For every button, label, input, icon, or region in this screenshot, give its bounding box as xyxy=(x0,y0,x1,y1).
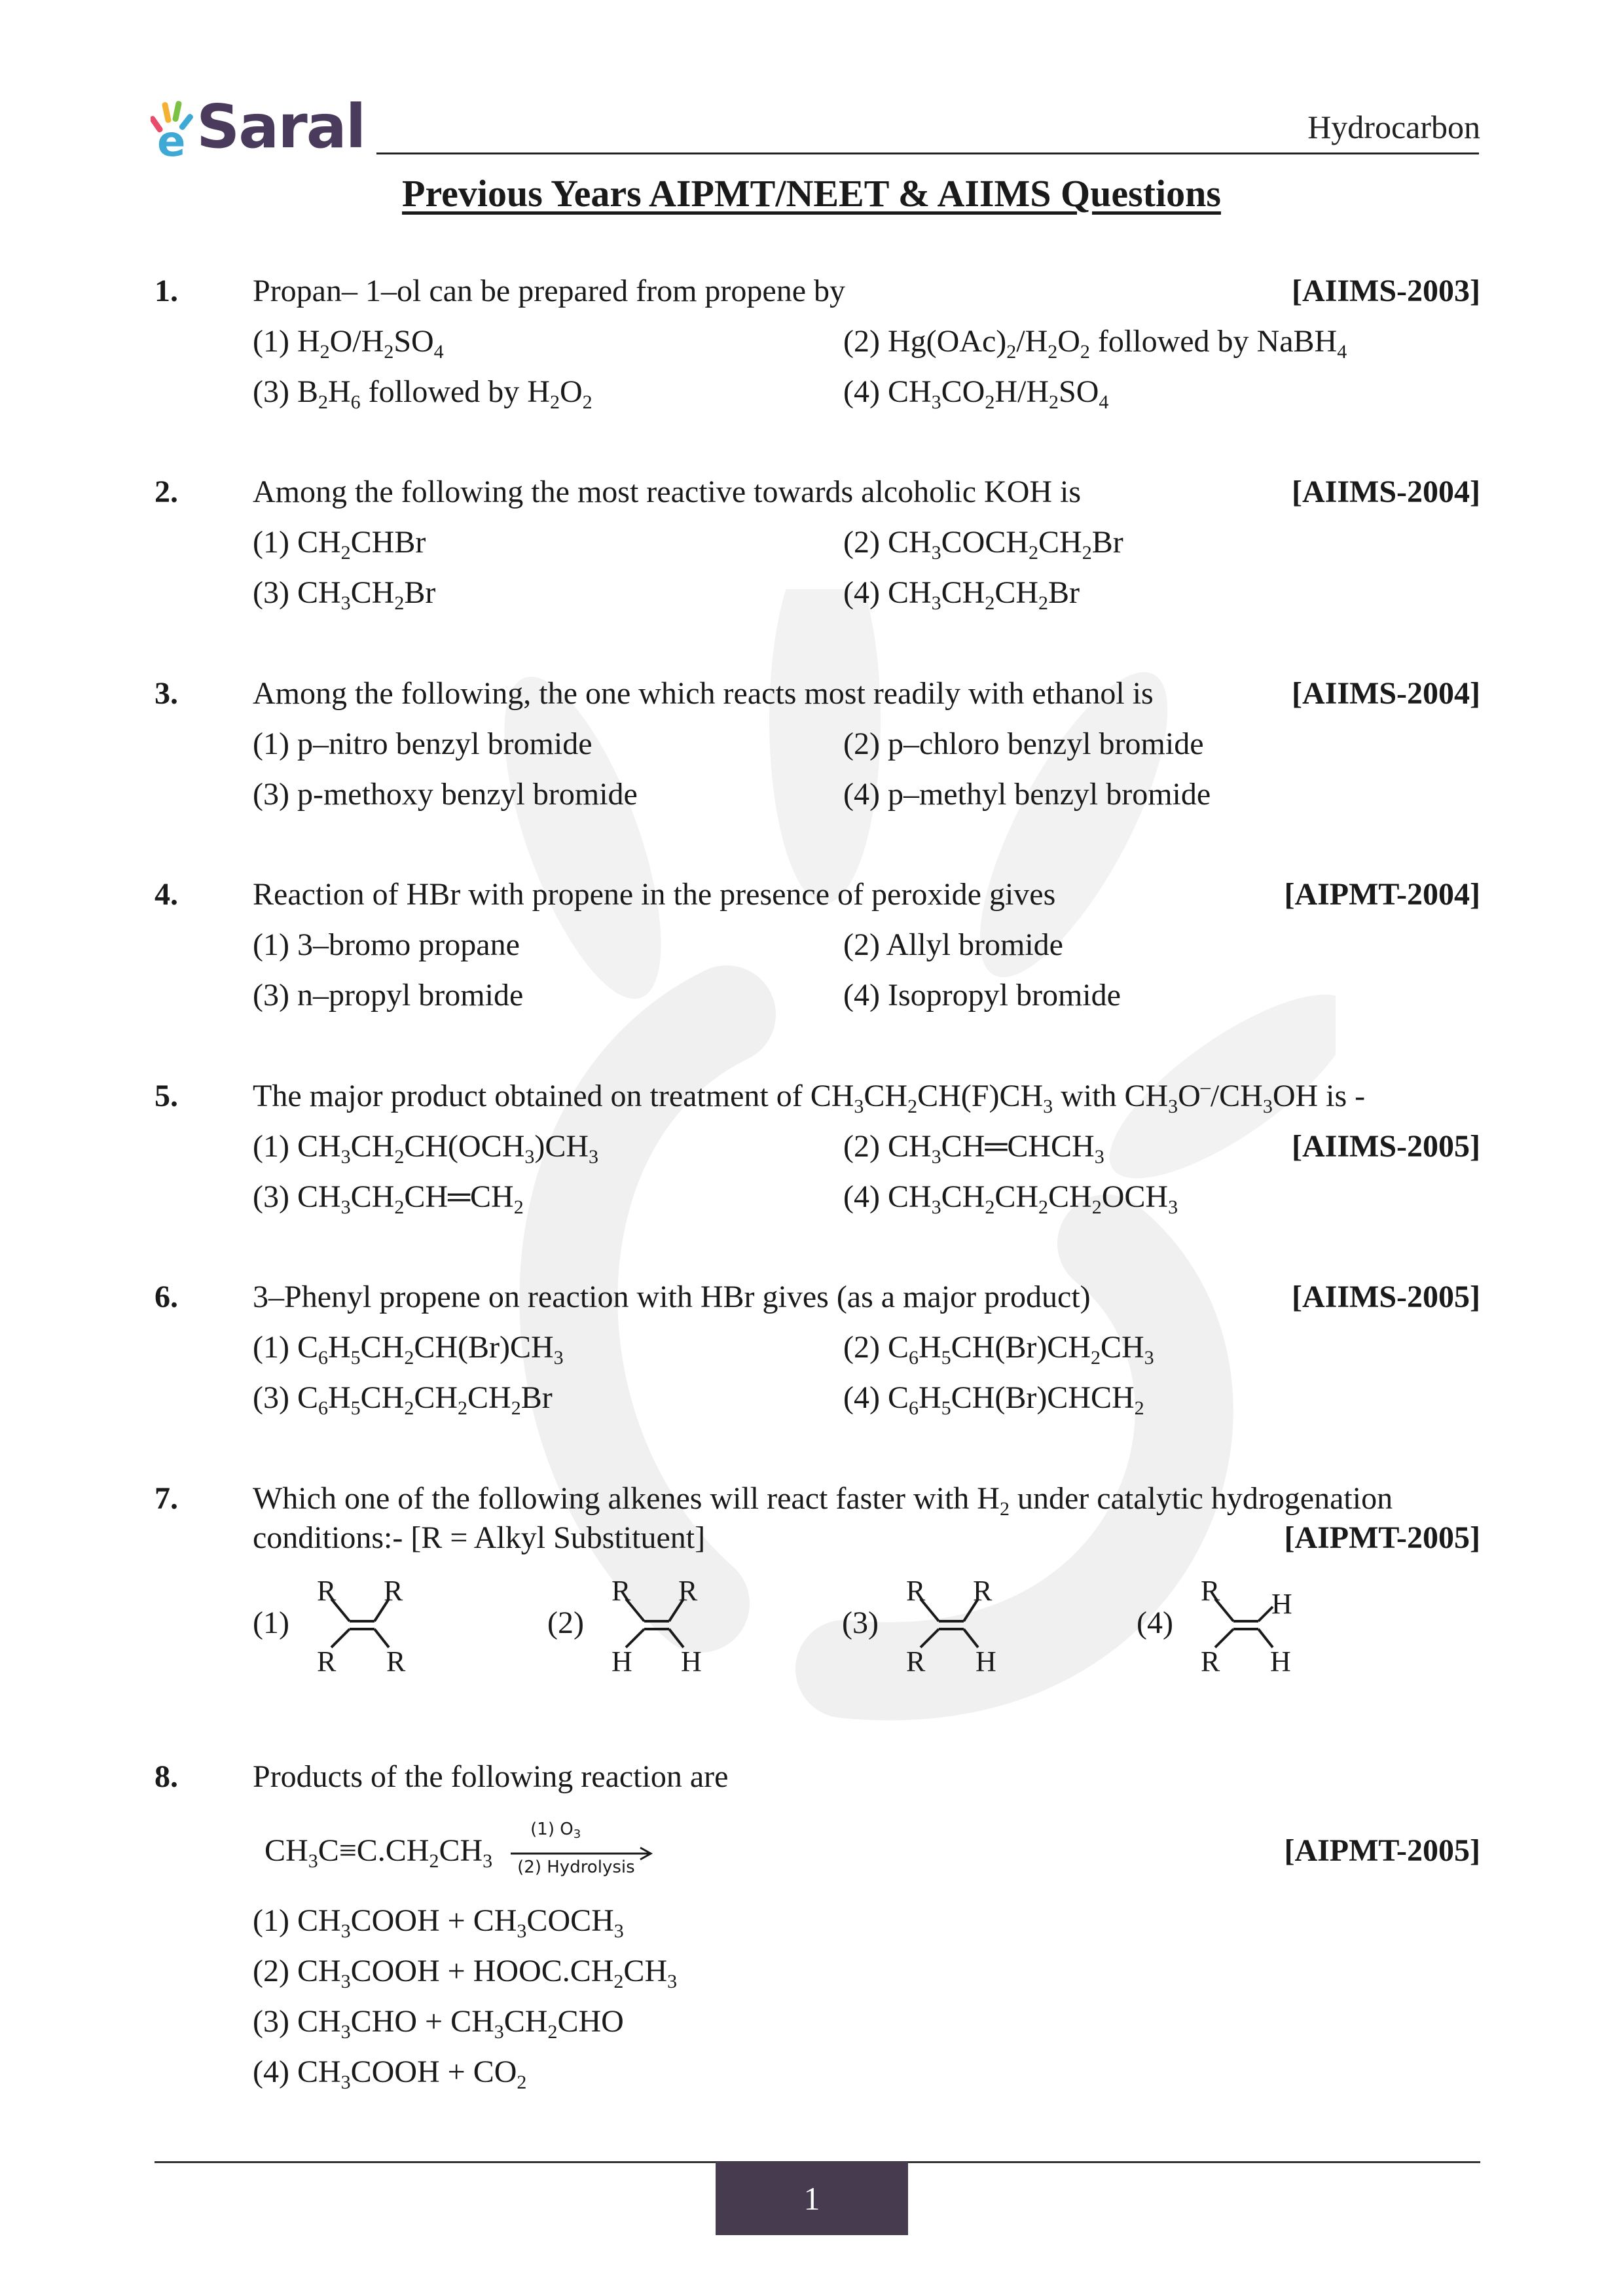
question-text: Among the following the most reactive towards alcoholic KOH is xyxy=(253,475,1082,509)
svg-text:R: R xyxy=(317,1645,337,1677)
question-number: 7. xyxy=(155,1481,178,1516)
logo-wordmark: Saral xyxy=(196,92,365,162)
question-text: 3–Phenyl propene on reaction with HBr gives (as a major product) xyxy=(253,1280,1091,1314)
option-2[interactable]: (2) $Hg(OAc)_2/H_2O_2$ followed by NaBH$_4$ xyxy=(843,324,1347,363)
option-4[interactable]: (4) $CH_3CO_2H/H_2SO_4$ xyxy=(843,374,1109,413)
option-4[interactable] xyxy=(1137,1574,1346,1679)
reaction-arrow: (1) $O_3$ (2) Hydrolysis xyxy=(511,1834,655,1873)
option-2[interactable]: (2) $CH_3COOH$ + $HOOC.CH_2CH_3$ xyxy=(253,1954,678,1992)
option-3[interactable]: (3) $CH_3CHO + CH_3CH_2CHO$ xyxy=(253,2004,624,2043)
svg-text:R: R xyxy=(1201,1645,1220,1677)
option-4[interactable]: (4) $CH_3COOH + CO_2$ xyxy=(253,2054,527,2093)
reagent-ozone: (1) O xyxy=(530,1819,574,1839)
alkene-structure xyxy=(1182,1574,1340,1679)
option-4[interactable]: (4) Isopropyl bromide xyxy=(843,978,1121,1013)
header-divider xyxy=(376,152,1479,154)
option-4[interactable]: (4) $CH_3CH_2CH_2CH_2OCH_3$ xyxy=(843,1179,1178,1218)
option-3[interactable]: (3) p-methoxy benzyl bromide xyxy=(253,777,638,812)
option-3[interactable]: (3) $C_6H_5CH_2CH_2CH_2Br$ xyxy=(253,1380,553,1419)
exam-tag: [AIIMS-2004] xyxy=(1292,676,1480,711)
option-1[interactable]: (1) $CH_2CHBr$ xyxy=(253,525,426,564)
option-1[interactable]: (1) $H_2O/H_2SO_4$ xyxy=(253,324,444,363)
alkene-structure xyxy=(888,1574,1045,1679)
option-2[interactable]: (2) $CH_3COCH_2CH_2Br$ xyxy=(843,525,1123,564)
option-4[interactable]: (4) p–methyl benzyl bromide xyxy=(843,777,1211,812)
option-label: (2) xyxy=(547,1605,584,1640)
exam-tag: [AIIMS-2005] xyxy=(1292,1129,1480,1164)
option-3[interactable]: (3) n–propyl bromide xyxy=(253,978,524,1013)
question-2 xyxy=(155,473,1480,614)
option-1[interactable]: (1) $C_6H_5CH_2CH(Br)CH_3$ xyxy=(253,1330,564,1369)
svg-text:H: H xyxy=(611,1645,632,1677)
question-8 xyxy=(155,1757,1480,2098)
svg-text:R: R xyxy=(611,1575,631,1607)
reactant: $CH_3C\equiv C.CH_2CH_3$ xyxy=(264,1833,493,1872)
question-text: The major product obtained on treatment of $CH_3CH_2CH(F)CH_3$ with $CH_3O^-/CH_3OH$ is - xyxy=(253,1076,1366,1117)
option-4[interactable]: (4) $C_6H_5CH(Br)CHCH_2$ xyxy=(843,1380,1144,1419)
svg-text:R: R xyxy=(317,1575,337,1607)
question-text-line2: conditions:- [R = Alkyl Substituent] xyxy=(253,1520,706,1555)
option-4[interactable]: (4) $CH_3CH_2CH_2Br$ xyxy=(843,575,1080,614)
option-3[interactable]: (3) $CH_3CH_2Br$ xyxy=(253,575,436,614)
option-label: (1) xyxy=(253,1605,289,1640)
question-3 xyxy=(155,674,1480,812)
option-label: (3) xyxy=(842,1605,879,1640)
question-number: 1. xyxy=(155,274,178,308)
svg-text:R: R xyxy=(386,1645,406,1677)
option-3[interactable]: (3) $CH_3CH_2CH═CH_2$ xyxy=(253,1179,524,1218)
question-number: 5. xyxy=(155,1079,178,1113)
question-6 xyxy=(155,1278,1480,1419)
svg-text:R: R xyxy=(906,1575,926,1607)
option-2[interactable] xyxy=(547,1574,757,1679)
option-1[interactable] xyxy=(253,1574,462,1679)
exam-tag: [AIIMS-2004] xyxy=(1292,475,1480,509)
svg-text:R: R xyxy=(906,1645,926,1677)
question-text: Which one of the following alkenes will react faster with $H_2$ under catalytic hydrogenation xyxy=(253,1481,1393,1520)
logo-e-letter: e xyxy=(157,118,186,157)
svg-text:H: H xyxy=(681,1645,702,1677)
question-4 xyxy=(155,875,1480,1013)
svg-text:H: H xyxy=(1270,1645,1291,1677)
question-number: 2. xyxy=(155,475,178,509)
question-1 xyxy=(155,272,1480,413)
question-text: Products of the following reaction are xyxy=(253,1759,729,1794)
alkene-structure xyxy=(593,1574,750,1679)
question-7 xyxy=(155,1479,1480,1715)
reaction-equation xyxy=(264,1819,655,1877)
option-2[interactable]: (2) $C_6H_5CH(Br)CH_2CH_3$ xyxy=(843,1330,1154,1369)
reagent-hydrolysis: (2) Hydrolysis xyxy=(517,1857,635,1877)
option-2[interactable]: (2) $CH_3CH═CHCH_3$ xyxy=(843,1129,1104,1168)
option-3[interactable] xyxy=(842,1574,1051,1679)
svg-text:H: H xyxy=(976,1645,996,1677)
alkene-structure xyxy=(299,1574,456,1679)
option-1[interactable]: (1) 3–bromo propane xyxy=(253,927,520,962)
question-number: 3. xyxy=(155,676,178,711)
page-title: Previous Years AIPMT/NEET & AIIMS Questions xyxy=(402,172,1221,215)
option-1[interactable]: (1) $CH_3CH_2CH(OCH_3)CH_3$ xyxy=(253,1129,599,1168)
exam-tag: [AIPMT-2005] xyxy=(1284,1833,1480,1868)
question-text: Among the following, the one which reacts most readily with ethanol is xyxy=(253,676,1154,711)
question-number: 4. xyxy=(155,877,178,912)
svg-text:R: R xyxy=(678,1575,698,1607)
exam-tag: [AIIMS-2005] xyxy=(1292,1280,1480,1314)
hand-logo-icon xyxy=(151,98,196,157)
exam-tag: [AIIMS-2003] xyxy=(1292,274,1480,308)
exam-tag: [AIPMT-2005] xyxy=(1284,1520,1480,1555)
exam-tag: [AIPMT-2004] xyxy=(1284,877,1480,912)
option-label: (4) xyxy=(1137,1605,1173,1640)
question-number: 6. xyxy=(155,1280,178,1314)
svg-text:R: R xyxy=(973,1575,993,1607)
option-3[interactable]: (3) $B_2H_6$ followed by $H_2O_2$ xyxy=(253,374,593,413)
question-text: Propan– 1–ol can be prepared from propene by xyxy=(253,274,846,308)
svg-text:H: H xyxy=(1271,1588,1292,1620)
esaral-logo xyxy=(151,92,365,162)
question-text: Reaction of HBr with propene in the presence of peroxide gives xyxy=(253,877,1056,912)
option-1[interactable]: (1) $CH_3COOH$ + $CH_3COCH_3$ xyxy=(253,1903,624,1942)
question-number: 8. xyxy=(155,1759,178,1794)
option-2[interactable]: (2) Allyl bromide xyxy=(843,927,1063,962)
svg-text:R: R xyxy=(1201,1575,1220,1607)
question-5 xyxy=(155,1076,1480,1218)
option-2[interactable]: (2) p–chloro benzyl bromide xyxy=(843,726,1204,761)
option-1[interactable]: (1) p–nitro benzyl bromide xyxy=(253,726,593,761)
svg-text:R: R xyxy=(384,1575,403,1607)
page-number: 1 xyxy=(716,2162,908,2235)
subject-label: Hydrocarbon xyxy=(1307,109,1480,145)
